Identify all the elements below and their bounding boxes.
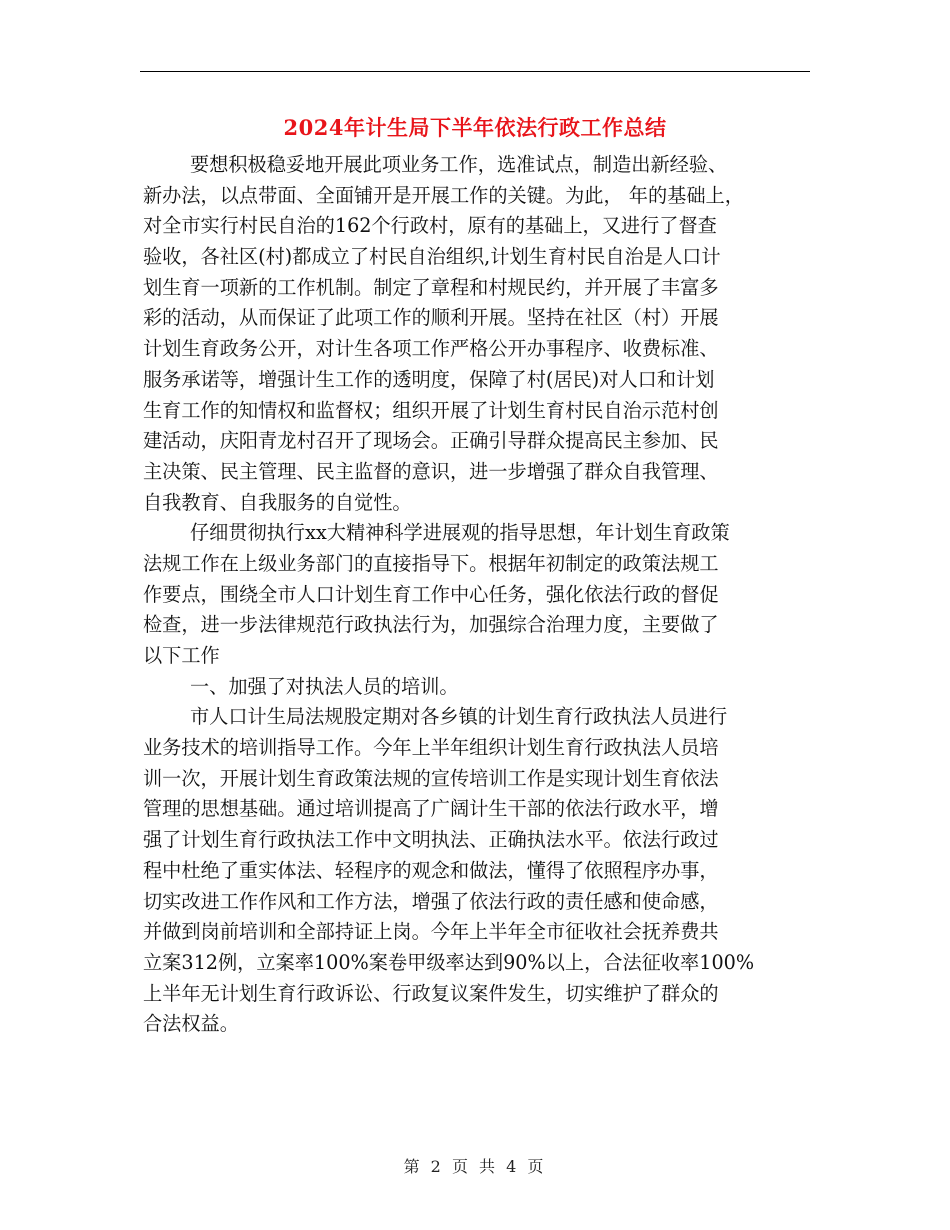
- paragraph-line: 新办法，以点带面、全面铺开是开展工作的关键。为此， 年的基础上，: [143, 183, 744, 207]
- page-number: 第 2 页 共 4 页: [403, 1157, 547, 1176]
- paragraph-line: 作要点，围绕全市人口计划生育工作中心任务，强化依法行政的督促: [143, 582, 719, 606]
- paragraph-line: 法规工作在上级业务部门的直接指导下。根据年初制定的政策法规工: [143, 551, 719, 575]
- paragraph-line: 训一次，开展计划生育政策法规的宣传培训工作是实现计划生育依法: [143, 766, 719, 790]
- paragraph-line: 以下工作: [143, 644, 220, 667]
- paragraph-line: 服务承诺等，增强计生工作的透明度，保障了村(居民)对人口和计划: [143, 367, 715, 391]
- paragraph-line: 验收，各社区(村)都成立了村民自治组织,计划生育村民自治是人口计: [143, 245, 721, 269]
- paragraph-line: 主决策、民主管理、民主监督的意识，进一步增强了群众自我管理、: [143, 459, 719, 483]
- paragraph-line: 切实改进工作作风和工作方法，增强了依法行政的责任感和使命感，: [143, 889, 719, 913]
- paragraph-line: 要想积极稳妥地开展此项业务工作，选准试点，制造出新经验、: [190, 153, 728, 176]
- paragraph-line: 生育工作的知情权和监督权；组织开展了计划生育村民自治示范村创: [143, 398, 719, 422]
- paragraph-line: 计划生育政务公开，对计生各项工作严格公开办事程序、收费标准、: [143, 337, 719, 361]
- paragraph-line: 市人口计生局法规股定期对各乡镇的计划生育行政执法人员进行: [190, 705, 728, 729]
- document-body: [143, 150, 813, 1040]
- paragraph-line: 强了计划生育行政执法工作中文明执法、正确执法水平。依法行政过: [143, 828, 719, 852]
- paragraph-line: 检查，进一步法律规范行政执法行为，加强综合治理力度，主要做了: [143, 613, 719, 637]
- paragraph-line: 仔细贯彻执行xx大精神科学进展观的指导思想，年计划生育政策: [190, 521, 730, 545]
- section-heading: 一、加强了对执法人员的培训。: [190, 674, 459, 698]
- paragraph-line: 程中杜绝了重实体法、轻程序的观念和做法，懂得了依照程序办事，: [143, 858, 719, 882]
- paragraph-line: 建活动，庆阳青龙村召开了现场会。正确引导群众提高民主参加、民: [143, 429, 719, 453]
- paragraph-line: 彩的活动，从而保证了此项工作的顺利开展。坚持在社区（村）开展: [143, 306, 719, 330]
- paragraph-line: 上半年无计划生育行政诉讼、行政复议案件发生，切实维护了群众的: [143, 981, 719, 1005]
- paragraph-line: 自我教育、自我服务的自觉性。: [143, 490, 412, 514]
- paragraph-line: 立案312例，立案率100%案卷甲级率达到90%以上，合法征收率100%: [143, 950, 755, 974]
- paragraph-line: 对全市实行村民自治的162个行政村，原有的基础上，又进行了督查: [143, 214, 717, 238]
- paragraph-line: 业务技术的培训指导工作。今年上半年组织计划生育行政执法人员培: [143, 736, 719, 760]
- paragraph-line: 划生育一项新的工作机制。制定了章程和村规民约，并开展了丰富多: [143, 275, 719, 299]
- header-rule: [140, 71, 810, 72]
- paragraph-line: 并做到岗前培训和全部持证上岗。今年上半年全市征收社会抚养费共: [143, 920, 719, 944]
- paragraph-line: 管理的思想基础。通过培训提高了广阔计生干部的依法行政水平，增: [143, 797, 719, 821]
- document-title: 2024年计生局下半年依法行政工作总结: [283, 115, 667, 140]
- paragraph-line: 合法权益。: [143, 1012, 239, 1036]
